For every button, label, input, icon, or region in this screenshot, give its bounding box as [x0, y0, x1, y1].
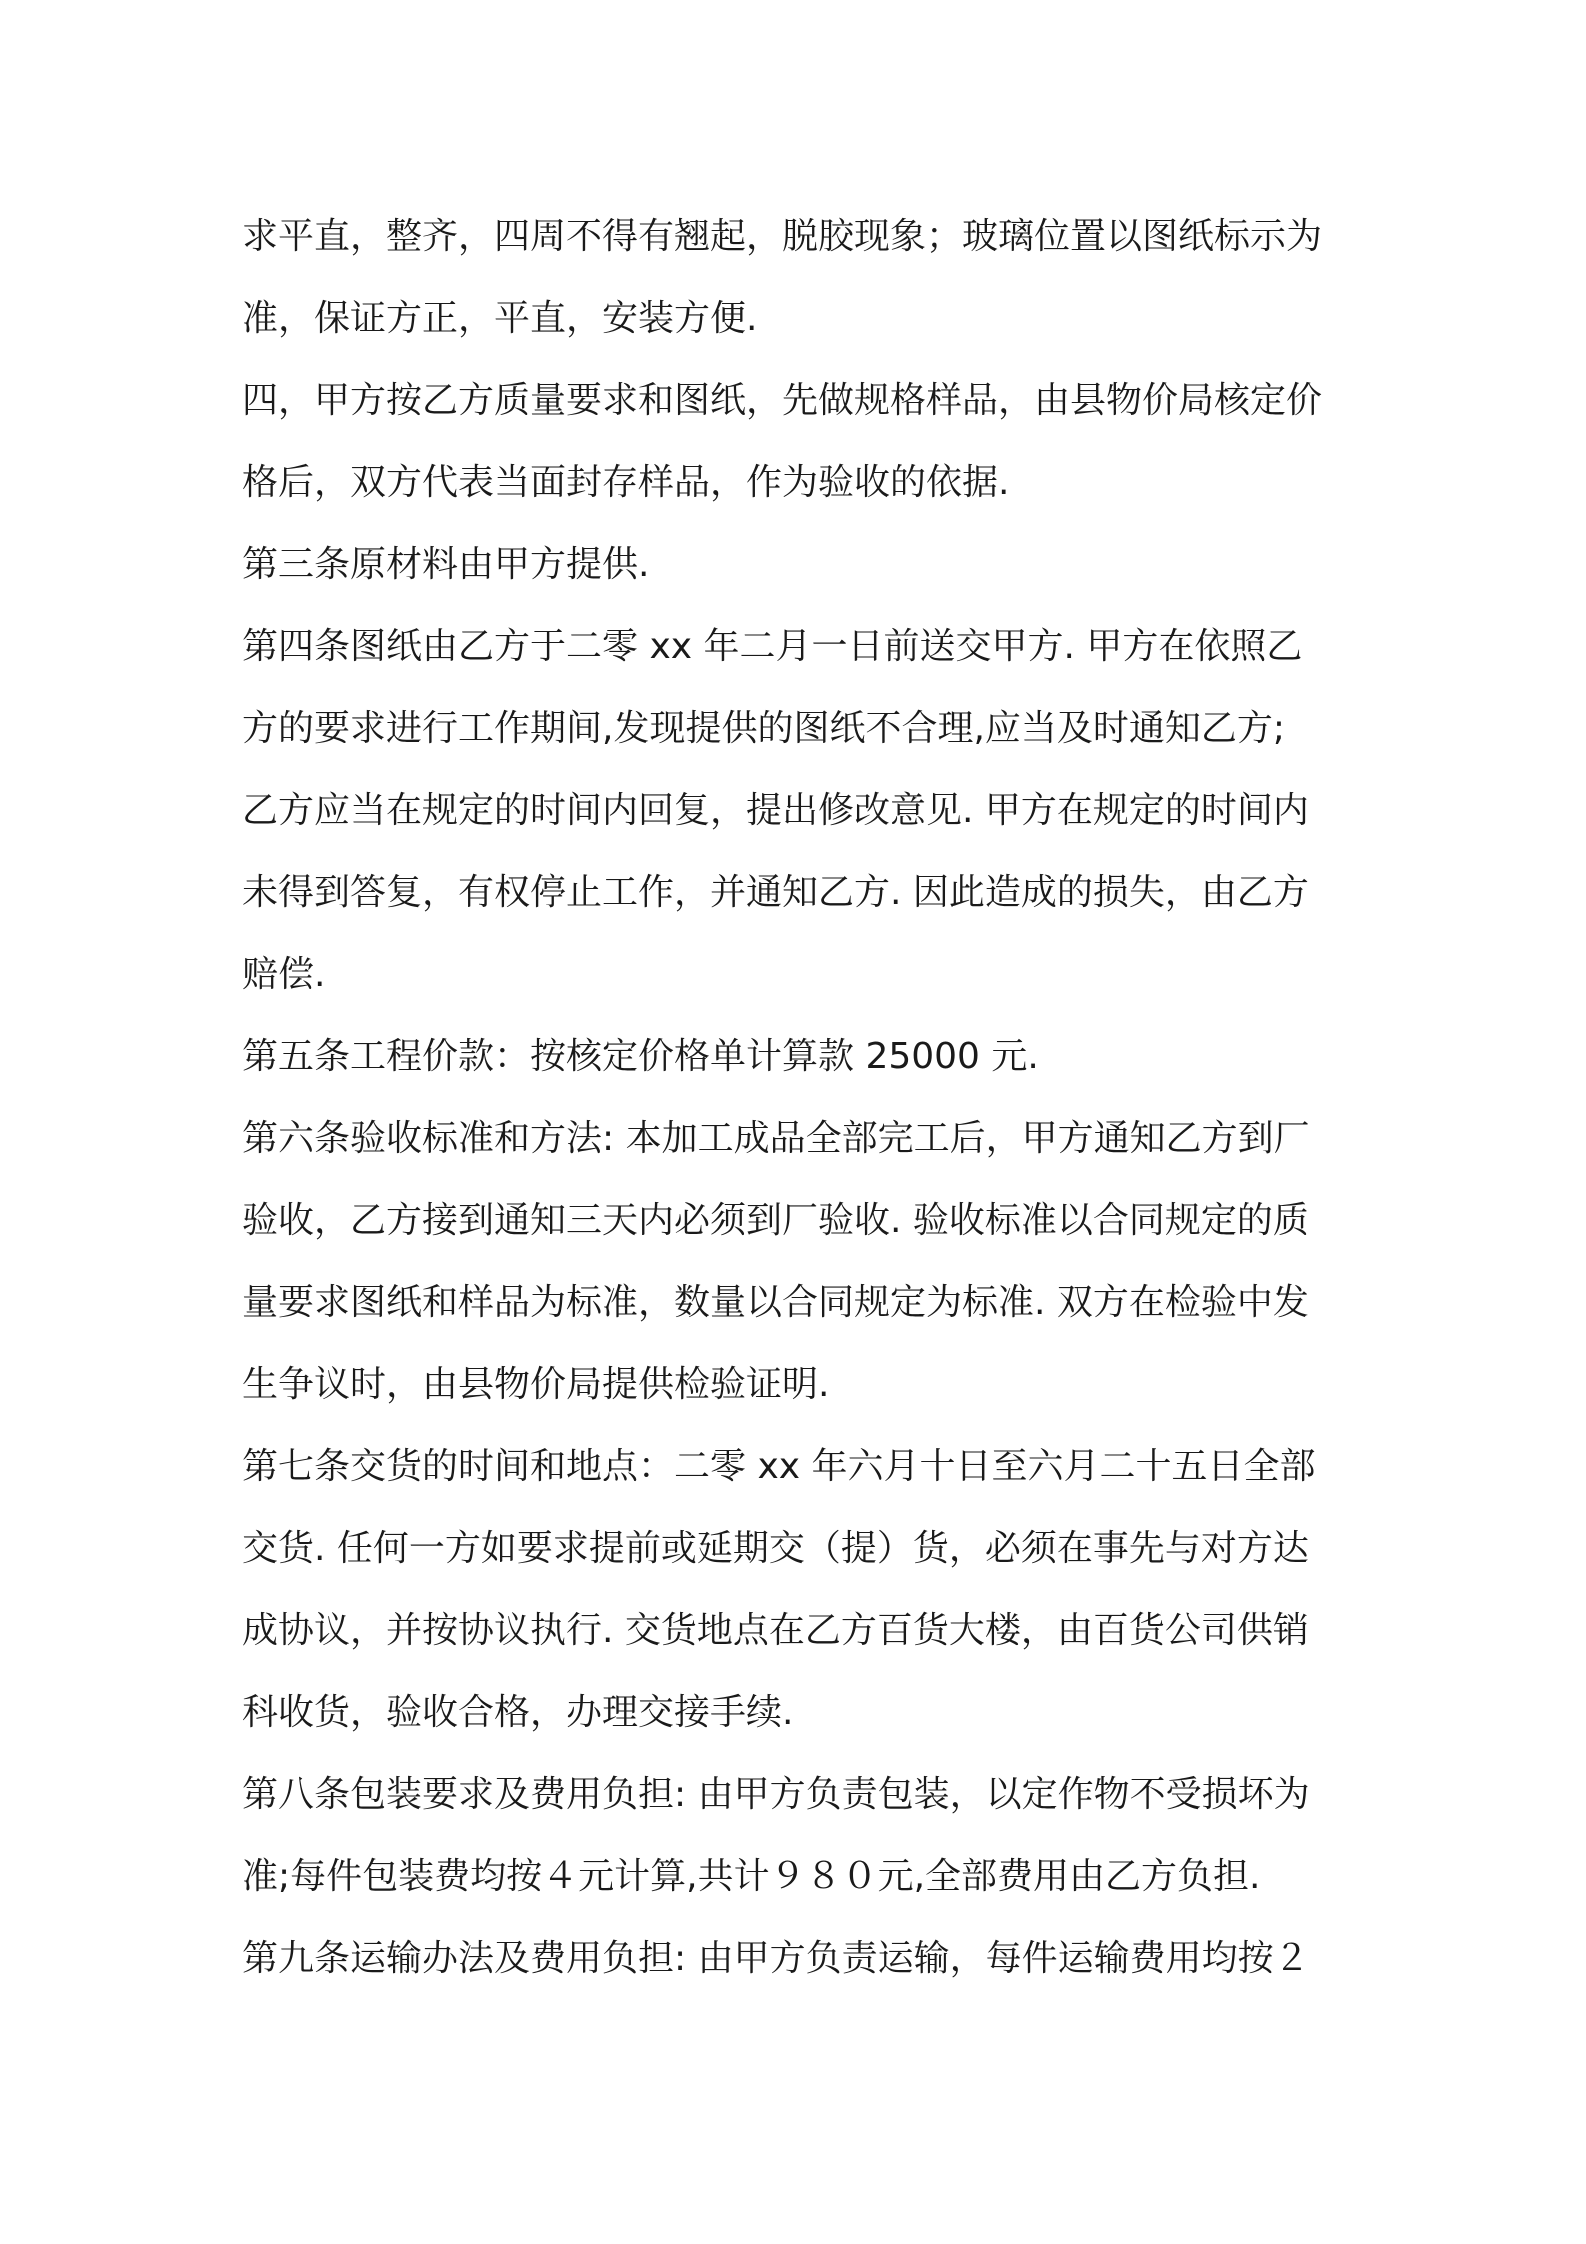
text-line: 量要求图纸和样品为标准，数量以合同规定为标准. 双方在检验中发: [242, 1282, 1309, 1323]
text-line: 验收，乙方接到通知三天内必须到厂验收. 验收标准以合同规定的质: [242, 1200, 1309, 1241]
text-line: 第八条包装要求及费用负担: 由甲方负责包装，以定作物不受损坏为: [242, 1774, 1310, 1815]
text-line: 未得到答复，有权停止工作，并通知乙方. 因此造成的损失，由乙方: [242, 872, 1309, 913]
text-line: 方的要求进行工作期间,发现提供的图纸不合理,应当及时通知乙方;: [242, 708, 1286, 749]
document-body: [242, 196, 1362, 2000]
text-line: 生争议时，由县物价局提供检验证明.: [242, 1364, 830, 1405]
text-line: 第七条交货的时间和地点：二零 xx 年六月十日至六月二十五日全部: [242, 1446, 1316, 1487]
text-line: 交货. 任何一方如要求提前或延期交（提）货，必须在事先与对方达: [242, 1528, 1309, 1569]
text-line: 第五条工程价款：按核定价格单计算款 25000 元.: [242, 1036, 1039, 1077]
text-line: 四，甲方按乙方质量要求和图纸，先做规格样品，由县物价局核定价: [242, 380, 1323, 421]
text-line: 准，保证方正，平直，安装方便.: [242, 298, 758, 339]
text-line: 乙方应当在规定的时间内回复，提出修改意见. 甲方在规定的时间内: [242, 790, 1309, 831]
text-line: 格后，双方代表当面封存样品，作为验收的依据.: [242, 462, 1010, 503]
text-line: 第四条图纸由乙方于二零 xx 年二月一日前送交甲方. 甲方在依照乙: [242, 626, 1303, 667]
text-line: 赔偿.: [242, 954, 326, 995]
text-line: 第六条验收标准和方法: 本加工成品全部完工后，甲方通知乙方到厂: [242, 1118, 1310, 1159]
text-line: 科收货，验收合格，办理交接手续.: [242, 1692, 794, 1733]
text-line: 第三条原材料由甲方提供.: [242, 544, 650, 585]
text-line: 成协议，并按协议执行. 交货地点在乙方百货大楼，由百货公司供销: [242, 1610, 1309, 1651]
text-line: 第九条运输办法及费用负担: 由甲方负责运输，每件运输费用均按２: [242, 1938, 1310, 1979]
text-line: 求平直，整齐，四周不得有翘起，脱胶现象；玻璃位置以图纸标示为: [242, 216, 1323, 257]
text-line: 准;每件包装费均按４元计算,共计９８０元,全部费用由乙方负担.: [242, 1856, 1261, 1897]
